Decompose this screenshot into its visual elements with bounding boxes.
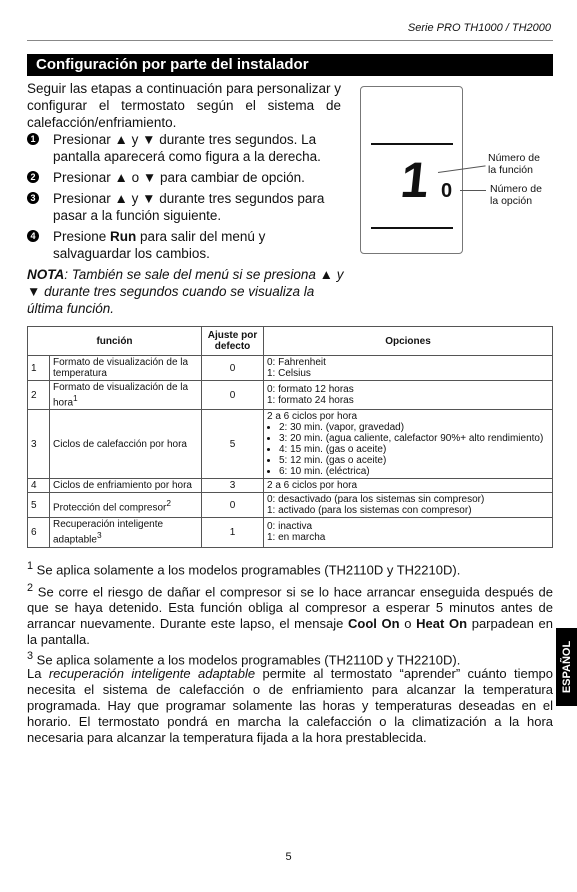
- row-function: [50, 493, 202, 518]
- header-function: función: [28, 327, 202, 356]
- step-text: [53, 190, 347, 224]
- table-row: [28, 479, 553, 493]
- row-number: 3: [28, 410, 50, 479]
- option-line: 2 a 6 ciclos por hora: [267, 480, 358, 492]
- header-divider: [27, 40, 553, 41]
- option-line: 0: inactiva: [267, 521, 313, 533]
- row-number: 6: [28, 518, 50, 547]
- row-function: [50, 518, 202, 547]
- option-bullets: [267, 422, 549, 477]
- footnote-marker: 2: [27, 582, 34, 594]
- row-function-text: Recuperación inteligente adaptable: [53, 519, 164, 546]
- footnote-bold: Cool On: [347, 616, 400, 632]
- table-row: [28, 493, 553, 518]
- step-text: [53, 169, 305, 186]
- row-default: 0: [202, 493, 264, 518]
- function-callout: Número de la función: [488, 152, 540, 176]
- row-number: 2: [28, 381, 50, 410]
- row-function: [50, 479, 202, 493]
- page-number: 5: [285, 851, 292, 863]
- option-bullet: • 5: 12 min. (gas o aceite): [279, 455, 549, 466]
- language-tab-label: ESPAÑOL: [560, 640, 573, 694]
- row-number: 1: [28, 356, 50, 381]
- option-digit: 0: [441, 180, 453, 202]
- function-table: [27, 326, 553, 548]
- row-options: [264, 356, 553, 381]
- footnote-1: [27, 558, 553, 578]
- row-default: 1: [202, 518, 264, 547]
- step-text-bold: Run: [110, 229, 137, 244]
- intro-paragraph: Seguir las etapas a continuación para personalizar y configurar el termostato según el sistema de calefacción/enfriamiento.: [27, 81, 341, 130]
- footnote-text: Se corre el riesgo de dañar el compresor si se lo hace arrancar enseguida después de que se haya detenido. Esta función obliga al compresor a esperar 5 minutos antes de arrancar nuevamente. Durante este lapso, el mensaje: [27, 584, 553, 632]
- row-function: [50, 356, 202, 381]
- step-number: 1: [27, 133, 39, 145]
- option-line: 0: formato 12 horas: [267, 384, 354, 396]
- footnote-text: Se aplica solamente a los modelos programables (TH2110D y TH2210D).: [33, 562, 461, 578]
- row-function-text: Formato de visualización de la temperatura: [53, 357, 189, 379]
- table-row: [28, 356, 553, 381]
- language-tab: [556, 628, 577, 706]
- row-options: [264, 518, 553, 547]
- footnote-text: o: [399, 616, 417, 632]
- footnote-ref: 3: [96, 530, 102, 541]
- row-options: [264, 493, 553, 518]
- option-line: 1: en marcha: [267, 532, 326, 544]
- footnote-marker: 1: [27, 560, 34, 572]
- step-text-part: Presionar ▲ y ▼ durante tres segundos para pasar a la función siguiente.: [53, 191, 325, 223]
- header-options: Opciones: [264, 327, 553, 356]
- step-text-part: Presionar ▲ y ▼ durante tres segundos. La pantalla aparecerá como figura a la derecha.: [53, 132, 321, 164]
- footnote-marker: 3: [27, 650, 34, 662]
- table-row: [28, 381, 553, 410]
- row-function-text: Formato de visualización de la hora: [53, 382, 189, 409]
- row-options: [264, 381, 553, 410]
- option-bullet: • 3: 20 min. (agua caliente, calefactor 90%+ alto rendimiento): [279, 433, 549, 444]
- option-bullet: • 6: 10 min. (eléctrica): [279, 466, 549, 477]
- series-header: Serie PRO TH1000 / TH2000: [407, 22, 551, 34]
- table-header-row: [28, 327, 553, 356]
- row-number: 5: [28, 493, 50, 518]
- step-number: 4: [27, 230, 39, 242]
- row-function-text: Ciclos de calefacción por hora: [53, 438, 187, 450]
- step-item: [27, 131, 347, 165]
- steps-list: [27, 131, 347, 317]
- footnote-text: parpadean en la pantalla.: [27, 616, 554, 648]
- row-function: [50, 381, 202, 410]
- step-number: 3: [27, 192, 39, 204]
- step-number: 2: [27, 171, 39, 183]
- row-number: 4: [28, 479, 50, 493]
- option-line: 0: Fahrenheit: [267, 357, 326, 368]
- step-text: [53, 131, 347, 165]
- option-leader-line: [460, 190, 486, 191]
- note-text: : También se sale del menú si se presiona ▲ y ▼ durante tres segundos cuando se visualiza la última función.: [27, 267, 344, 316]
- note-label: NOTA: [27, 267, 65, 282]
- note-paragraph: [27, 266, 347, 317]
- option-line: 1: activado (para los sistemas con compresor): [267, 505, 472, 517]
- step-text-part: para salir del menú y salvaguardar los cambios.: [53, 229, 266, 261]
- row-default: 3: [202, 479, 264, 493]
- step-item: [27, 169, 347, 186]
- function-digit: 1: [398, 152, 432, 208]
- footnote-ref: 1: [73, 393, 78, 403]
- row-default: 0: [202, 356, 264, 381]
- table-row: [28, 410, 553, 479]
- footnote-ref: 2: [166, 497, 172, 508]
- paragraph-text: La: [27, 666, 49, 681]
- table-row: [28, 518, 553, 547]
- row-function-text: Ciclos de enfriamiento por hora: [53, 480, 192, 492]
- paragraph-text: permite al termostato “aprender” cuánto tiempo necesita el sistema de calefacción o de enfriamiento para alcanzar la temperatura programada. Hay que programar solamente las horas y temperaturas deseadas en el horario. El termostato pondrá en marcha la calefacción o la climatización a la hora necesaria para alcanzar la temperatura fijada a la hora prestablecida.: [27, 666, 553, 745]
- step-text: [53, 228, 347, 262]
- option-bullet: • 2: 30 min. (vapor, gravedad): [279, 422, 549, 433]
- row-options: [264, 410, 553, 479]
- header-default: Ajuste por defecto: [202, 327, 264, 356]
- step-text-part: Presione: [53, 229, 111, 244]
- step-item: [27, 190, 347, 224]
- option-line: 0: desactivado (para los sistemas sin compresor): [267, 494, 485, 506]
- display-segment-line: [371, 227, 453, 229]
- row-function: [50, 410, 202, 479]
- footnote-text: Se aplica solamente a los modelos programables (TH2110D y TH2210D).: [33, 652, 461, 668]
- footnote-2: [27, 580, 553, 648]
- display-segment-line: [371, 143, 453, 145]
- option-line: 1: Celsius: [267, 368, 311, 379]
- option-bullet: • 4: 15 min. (gas o aceite): [279, 444, 549, 455]
- option-callout: Número de la opción: [490, 183, 542, 207]
- option-line: 2 a 6 ciclos por hora: [267, 411, 358, 423]
- step-text-part: Presionar ▲ o ▼ para cambiar de opción.: [53, 170, 305, 185]
- row-default: 5: [202, 410, 264, 479]
- step-item: [27, 228, 347, 262]
- adaptive-recovery-paragraph: [27, 666, 553, 746]
- option-line: 1: formato 24 horas: [267, 395, 354, 407]
- paragraph-italic: recuperación inteligente adaptable: [48, 666, 256, 681]
- row-default: 0: [202, 381, 264, 410]
- section-title: Configuración por parte del instalador: [27, 54, 553, 76]
- row-function-text: Protección del compresor: [53, 501, 167, 513]
- row-options: [264, 479, 553, 493]
- footnote-bold: Heat On: [416, 616, 468, 632]
